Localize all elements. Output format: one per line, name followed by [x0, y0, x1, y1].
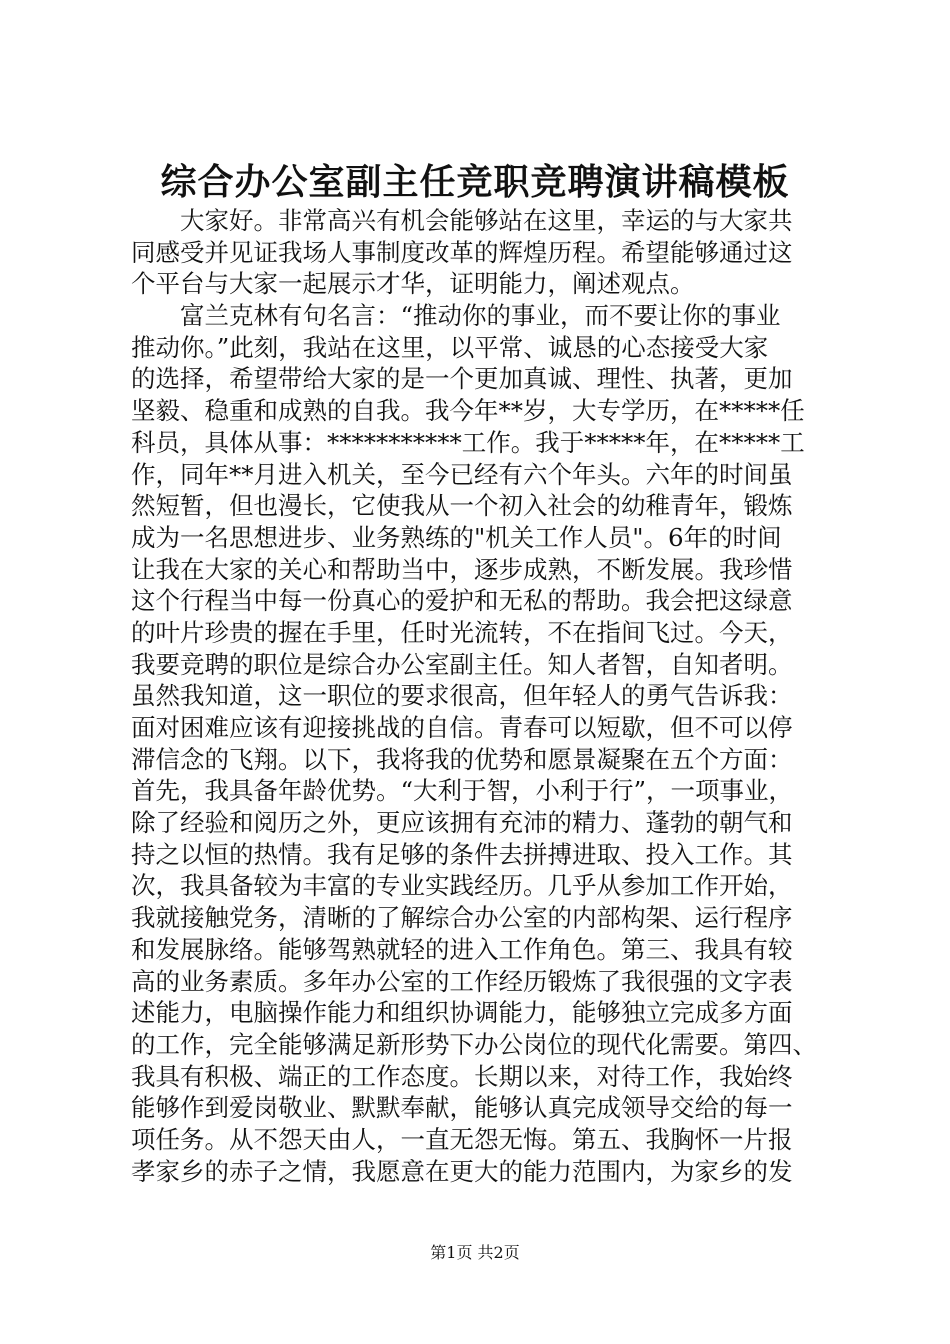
body-line: 作，同年**月进入机关，至今已经有六个年头。六年的时间虽 [131, 459, 793, 489]
document-title: 综合办公室副主任竞职竞聘演讲稿模板 [160, 161, 790, 203]
body-line: 和发展脉络。能够驾熟就轻的进入工作角色。第三、我具有较 [131, 934, 793, 964]
body-line: 次，我具备较为丰富的专业实践经历。几乎从参加工作开始， [131, 871, 793, 901]
body-line: 我就接触党务，清晰的了解综合办公室的内部构架、运行程序 [131, 903, 793, 933]
body-line: 的叶片珍贵的握在手里，任时光流转，不在指间飞过。今天， [131, 617, 793, 647]
body-line: 大家好。非常高兴有机会能够站在这里，幸运的与大家共 [131, 206, 793, 235]
body-line: 滞信念的飞翔。以下，我将我的优势和愿景凝聚在五个方面： [131, 744, 793, 774]
body-line: 述能力，电脑操作能力和组织协调能力，能够独立完成多方面 [131, 998, 793, 1028]
body-line: 科员，具体从事：***********工作。我于*****年，在*****工 [131, 427, 805, 457]
body-line: 的选择，希望带给大家的是一个更加真诚、理性、执著，更加 [131, 364, 793, 394]
body-line: 持之以恒的热情。我有足够的条件去拼搏进取、投入工作。其 [131, 839, 793, 869]
body-line: 首先，我具备年龄优势。“大利于智，小利于行”，一项事业， [131, 776, 794, 806]
document-body [131, 205, 831, 1187]
body-line: 同感受并见证我场人事制度改革的辉煌历程。希望能够通过这 [131, 237, 793, 267]
body-line: 能够作到爱岗敬业、默默奉献，能够认真完成领导交给的每一 [131, 1093, 793, 1123]
body-line: 项任务。从不怨天由人，一直无怨无悔。第五、我胸怀一片报 [131, 1124, 793, 1154]
body-line: 虽然我知道，这一职位的要求很高，但年轻人的勇气告诉我： [131, 681, 793, 711]
body-line: 然短暂，但也漫长，它使我从一个初入社会的幼稚青年，锻炼 [131, 491, 793, 521]
body-line: 面对困难应该有迎接挑战的自信。青春可以短歇，但不可以停 [131, 713, 793, 742]
body-line: 富兰克林有句名言：“推动你的事业，而不要让你的事业 [131, 301, 781, 331]
body-line: 的工作，完全能够满足新形势下办公岗位的现代化需要。第四、 [131, 1029, 817, 1059]
body-line: 让我在大家的关心和帮助当中，逐步成熟，不断发展。我珍惜 [131, 554, 793, 584]
page-number: 第1页 共2页 [430, 1243, 520, 1262]
body-line: 孝家乡的赤子之情，我愿意在更大的能力范围内，为家乡的发 [131, 1156, 793, 1186]
body-line: 高的业务素质。多年办公室的工作经历锻炼了我很强的文字表 [131, 966, 793, 996]
page-footer [0, 1241, 950, 1265]
body-line: 除了经验和阅历之外，更应该拥有充沛的精力、蓬勃的朝气和 [131, 808, 793, 838]
body-line: 坚毅、稳重和成熟的自我。我今年**岁，大专学历，在*****任 [131, 396, 805, 426]
body-line: 推动你。”此刻，我站在这里，以平常、诚恳的心态接受大家 [131, 332, 769, 362]
body-line: 我具有积极、端正的工作态度。长期以来，对待工作，我始终 [131, 1061, 793, 1091]
body-line: 个平台与大家一起展示才华，证明能力，阐述观点。 [131, 269, 695, 299]
body-line: 我要竞聘的职位是综合办公室副主任。知人者智，自知者明。 [131, 649, 793, 679]
body-line: 成为一名思想进步、业务熟练的"机关工作人员"。6年的时间 [131, 522, 782, 552]
body-line: 这个行程当中每一份真心的爱护和无私的帮助。我会把这绿意 [131, 586, 793, 616]
